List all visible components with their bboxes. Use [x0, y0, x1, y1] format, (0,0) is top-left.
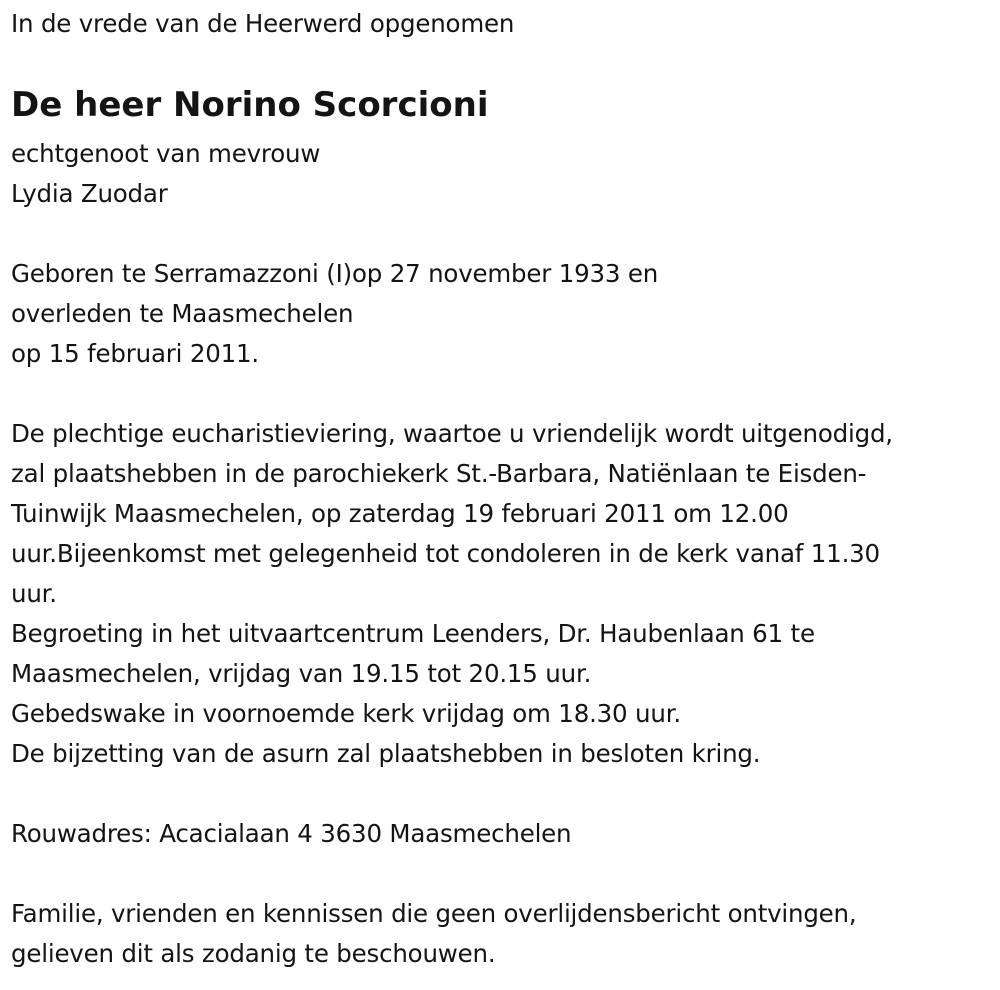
birth-line: Geboren te Serramazzoni (I)op 27 november 1933 en: [11, 259, 659, 288]
closing-line: gelieven dit als zodanig te beschouwen.: [11, 939, 496, 968]
ceremony-line: De bijzetting van de asurn zal plaatshebben in besloten kring.: [11, 739, 761, 768]
spouse-relation: echtgenoot van mevrouw: [11, 139, 321, 168]
closing-line: Familie, vrienden en kennissen die geen overlijdensbericht ontvingen,: [11, 899, 857, 928]
intro-line: In de vrede van de Heerwerd opgenomen: [11, 9, 515, 38]
death-place-line: overleden te Maasmechelen: [11, 299, 354, 328]
mourning-address: Rouwadres: Acacialaan 4 3630 Maasmechelen: [11, 819, 572, 848]
spouse-name: Lydia Zuodar: [11, 179, 168, 208]
ceremony-line: De plechtige eucharistieviering, waartoe u vriendelijk wordt uitgenodigd,: [11, 419, 893, 448]
ceremony-line: Gebedswake in voornoemde kerk vrijdag om 18.30 uur.: [11, 699, 681, 728]
deceased-name: De heer Norino Scorcioni: [11, 85, 489, 125]
ceremony-line: Maasmechelen, vrijdag van 19.15 tot 20.15 uur.: [11, 659, 592, 688]
ceremony-line: zal plaatshebben in de parochiekerk St.-Barbara, Natiënlaan te Eisden-: [11, 459, 867, 488]
ceremony-line: Tuinwijk Maasmechelen, op zaterdag 19 februari 2011 om 12.00: [11, 499, 789, 528]
ceremony-line: uur.: [11, 579, 57, 608]
ceremony-line: uur.Bijeenkomst met gelegenheid tot condoleren in de kerk vanaf 11.30: [11, 539, 880, 568]
ceremony-line: Begroeting in het uitvaartcentrum Leenders, Dr. Haubenlaan 61 te: [11, 619, 815, 648]
death-date-line: op 15 februari 2011.: [11, 339, 259, 368]
